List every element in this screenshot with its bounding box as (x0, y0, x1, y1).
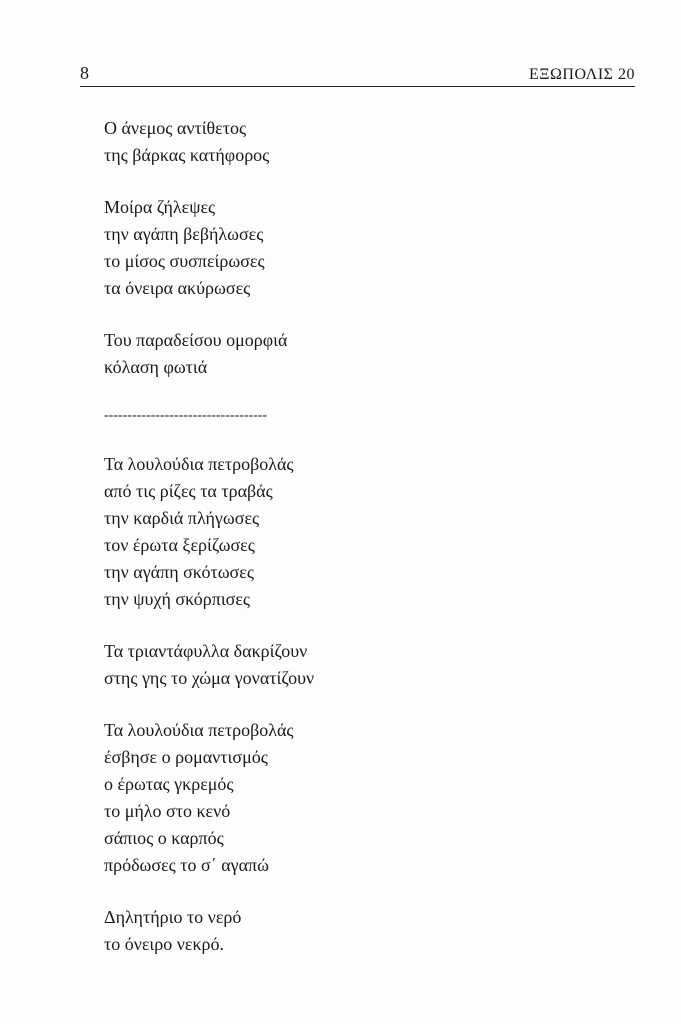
stanza-3 (104, 327, 604, 381)
page-header (80, 62, 635, 87)
poem-line: από τις ρίζες τα τραβάς (104, 481, 273, 501)
poem-line: την αγάπη βεβήλωσες (104, 224, 264, 244)
poem-body (104, 115, 604, 958)
poem-line: ο έρωτας γκρεμός (104, 774, 234, 794)
stanza-4 (104, 451, 604, 613)
poem-line: σάπιος ο καρπός (104, 828, 224, 848)
stanza-1 (104, 115, 604, 169)
poem-line: πρόδωσες το σ΄ αγαπώ (104, 855, 269, 875)
stanza-2 (104, 194, 604, 302)
poem-line: της βάρκας κατήφορος (104, 145, 270, 165)
poem-line: Τα λουλούδια πετροβολάς (104, 720, 294, 740)
poem-line: το μίσος συσπείρωσες (104, 251, 265, 271)
poem-line: τα όνειρα ακύρωσες (104, 278, 251, 298)
page-number: 8 (80, 63, 89, 83)
section-separator: ----------------------------------- (104, 408, 268, 423)
poem-line: Τα τριαντάφυλλα δακρίζουν (104, 641, 308, 661)
poem-line: Τα λουλούδια πετροβολάς (104, 454, 294, 474)
poem-line: Δηλητήριο το νερό (104, 907, 242, 927)
stanza-7 (104, 904, 604, 958)
stanza-5 (104, 638, 604, 692)
poem-line: τον έρωτα ξερίζωσες (104, 535, 255, 555)
poem-line: την αγάπη σκότωσες (104, 562, 254, 582)
stanza-6 (104, 717, 604, 879)
poem-line: το μήλο στο κενό (104, 801, 231, 821)
poem-line: Μοίρα ζήλεψες (104, 197, 216, 217)
poem-line: την καρδιά πλήγωσες (104, 508, 260, 528)
poem-line: κόλαση φωτιά (104, 357, 208, 377)
journal-title: ΕΞΩΠΟΛΙΣ 20 (528, 66, 635, 83)
poem-line: Ο άνεμος αντίθετος (104, 118, 247, 138)
poem-line: το όνειρο νεκρό. (104, 934, 225, 954)
poem-line: την ψυχή σκόρπισες (104, 589, 251, 609)
poem-line: στης γης το χώμα γονατίζουν (104, 668, 315, 688)
poem-line: Του παραδείσου ομορφιά (104, 330, 288, 350)
poem-line: έσβησε ο ρομαντισμός (104, 747, 268, 767)
